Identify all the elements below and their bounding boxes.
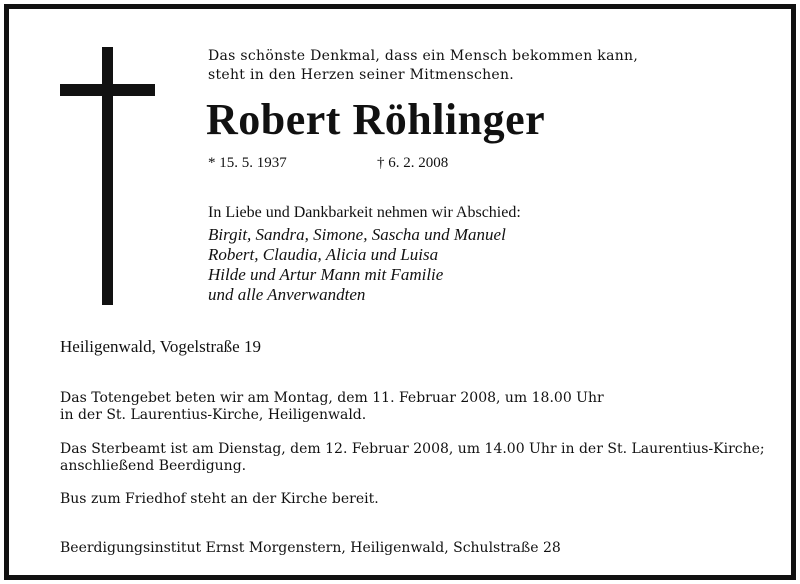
totengebet-notice xyxy=(60,390,604,424)
mourner-line: Robert, Claudia, Alicia und Luisa xyxy=(208,245,439,264)
farewell-intro: In Liebe und Dankbarkeit nehmen wir Abschied: xyxy=(208,204,521,221)
memorial-quote xyxy=(208,47,638,85)
bus-notice xyxy=(60,491,379,508)
mourner-line: Hilde und Artur Mann mit Familie xyxy=(208,265,444,284)
sterbeamt-notice xyxy=(60,441,765,475)
quote-line-2: steht in den Herzen seiner Mitmenschen. xyxy=(208,67,515,83)
sterbeamt-line-2: anschließend Beerdigung. xyxy=(60,458,247,474)
obituary-frame xyxy=(4,4,796,580)
quote-line-1: Das schönste Denkmal, dass ein Mensch bekommen kann, xyxy=(208,48,639,64)
sterbeamt-line-1: Das Sterbeamt ist am Dienstag, dem 12. Februar 2008, um 14.00 Uhr in der St. Laurentius-Kirche; xyxy=(60,441,765,457)
totengebet-line-1: Das Totengebet beten wir am Montag, dem 11. Februar 2008, um 18.00 Uhr xyxy=(60,390,604,406)
bus-line: Bus zum Friedhof steht an der Kirche bereit. xyxy=(60,491,379,507)
mourners-list xyxy=(208,225,506,305)
birth-date: * 15. 5. 1937 xyxy=(208,155,287,171)
funeral-home-footer: Beerdigungsinstitut Ernst Morgenstern, Heiligenwald, Schulstraße 28 xyxy=(60,540,561,556)
cross-icon-crossbar xyxy=(60,84,155,96)
death-date: † 6. 2. 2008 xyxy=(377,155,449,171)
deceased-name: Robert Röhlinger xyxy=(206,95,546,144)
totengebet-line-2: in der St. Laurentius-Kirche, Heiligenwald. xyxy=(60,407,367,423)
mourner-line: und alle Anverwandten xyxy=(208,285,366,304)
mourner-line: Birgit, Sandra, Simone, Sascha und Manuel xyxy=(208,225,506,244)
family-address: Heiligenwald, Vogelstraße 19 xyxy=(60,337,261,356)
